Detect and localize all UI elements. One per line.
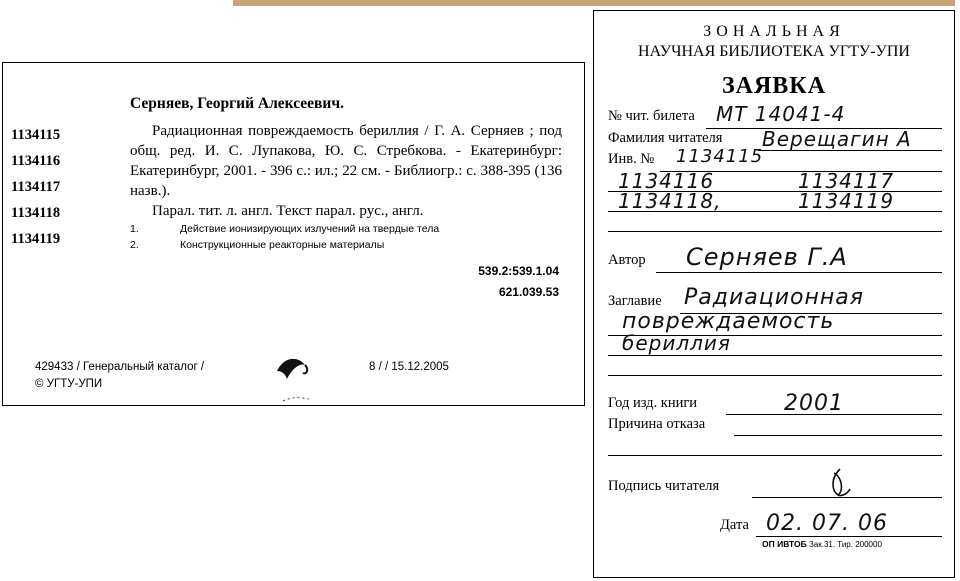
slip-header-line1: ЗОНАЛЬНАЯ [703, 23, 845, 40]
topic-text: Конструкционные реакторные материалы [180, 239, 385, 251]
topic-number: 1. [130, 223, 139, 235]
printer-order: Зак.31. Тир. 200000 [808, 540, 882, 549]
slip-header-line2: НАУЧНАЯ БИБЛИОТЕКА УГТУ-УПИ [638, 43, 910, 60]
surname-label: Фамилия читателя [608, 130, 723, 146]
inv-value-3b: 1134119 [798, 189, 895, 213]
bibliographic-description: Радиационная повреждаемость бериллия / Г. А. Серняев ; под общ. ред. И. С. Лупакова, Ю. С. Стребкова. - Екатеринбург: Екатеринбург, 2001. - 396 с.: ил.; 22 см. - Библиогр.: с. 388-395 (136 назв.). [130, 123, 562, 199]
inv-value-2b: 1134117 [798, 169, 895, 193]
surname-value: Верещагин А [762, 127, 912, 151]
ticket-label: № чит. билета [608, 108, 695, 124]
subject-topics [130, 221, 439, 253]
inventory-number: 1134118 [11, 205, 61, 221]
printer-note [762, 539, 882, 549]
blank-line [608, 455, 942, 456]
topic-item [130, 221, 439, 237]
signature-icon [820, 463, 860, 503]
topic-item [130, 237, 439, 253]
classification-codes [478, 261, 559, 303]
library-request-slip [593, 10, 955, 578]
signature-label: Подпись читателя [608, 478, 720, 494]
year-value: 2001 [784, 391, 844, 416]
reason-label: Причина отказа [608, 416, 706, 432]
ticket-value: МТ 14041-4 [716, 102, 846, 126]
topic-text: Действие ионизирующих излучений на твердые тела [180, 223, 440, 235]
classification-code: 621.039.53 [498, 285, 559, 299]
inv-value-2a: 1134116 [618, 169, 715, 193]
title-value-1: Радиационная [684, 285, 864, 310]
card-footer-right: 8 / / 15.12.2005 [369, 361, 449, 373]
catalog-record-info: 429433 / Генеральный каталог / [35, 361, 205, 373]
card-note: Парал. тит. л. англ. Текст парал. рус., англ. [152, 203, 424, 219]
inventory-number-list [11, 122, 121, 252]
title-label: Заглавие [608, 293, 662, 309]
slip-form-title: ЗАЯВКА [721, 73, 827, 99]
copyright-line: © УГТУ-УПИ [35, 378, 103, 390]
blank-line [608, 231, 942, 232]
title-line-3 [608, 355, 942, 356]
year-label: Год изд. книги [608, 395, 698, 411]
author-line [656, 272, 942, 273]
date-label: Дата [720, 517, 749, 533]
card-author-heading: Серняев, Георгий Алексеевич. [130, 95, 344, 112]
inv-value-3a: 1134118, [618, 189, 722, 213]
blank-line [608, 375, 942, 376]
date-value: 02. 07. 06 [766, 511, 888, 536]
card-footer-left [35, 359, 204, 393]
author-value: Серняев Г.А [686, 243, 848, 271]
reason-line [734, 435, 942, 436]
author-label: Автор [608, 252, 646, 268]
inventory-number: 1134115 [11, 127, 61, 143]
inv-label: Инв. № [608, 151, 655, 167]
catalog-card [2, 62, 585, 406]
printer-code: ОП ИВТОБ [762, 539, 807, 549]
title-value-3: бериллия [622, 331, 731, 355]
ink-mark-icon [265, 349, 325, 409]
date-line [756, 536, 942, 537]
decorative-top-rule [233, 0, 955, 6]
inv-value-1: 1134115 [676, 146, 764, 167]
inventory-number: 1134117 [11, 179, 61, 195]
inventory-number: 1134119 [11, 231, 61, 247]
inventory-number: 1134116 [11, 153, 61, 169]
classification-code: 539.2:539.1.04 [478, 264, 559, 278]
topic-number: 2. [130, 239, 139, 251]
title-value-2: повреждаемость [622, 309, 835, 334]
